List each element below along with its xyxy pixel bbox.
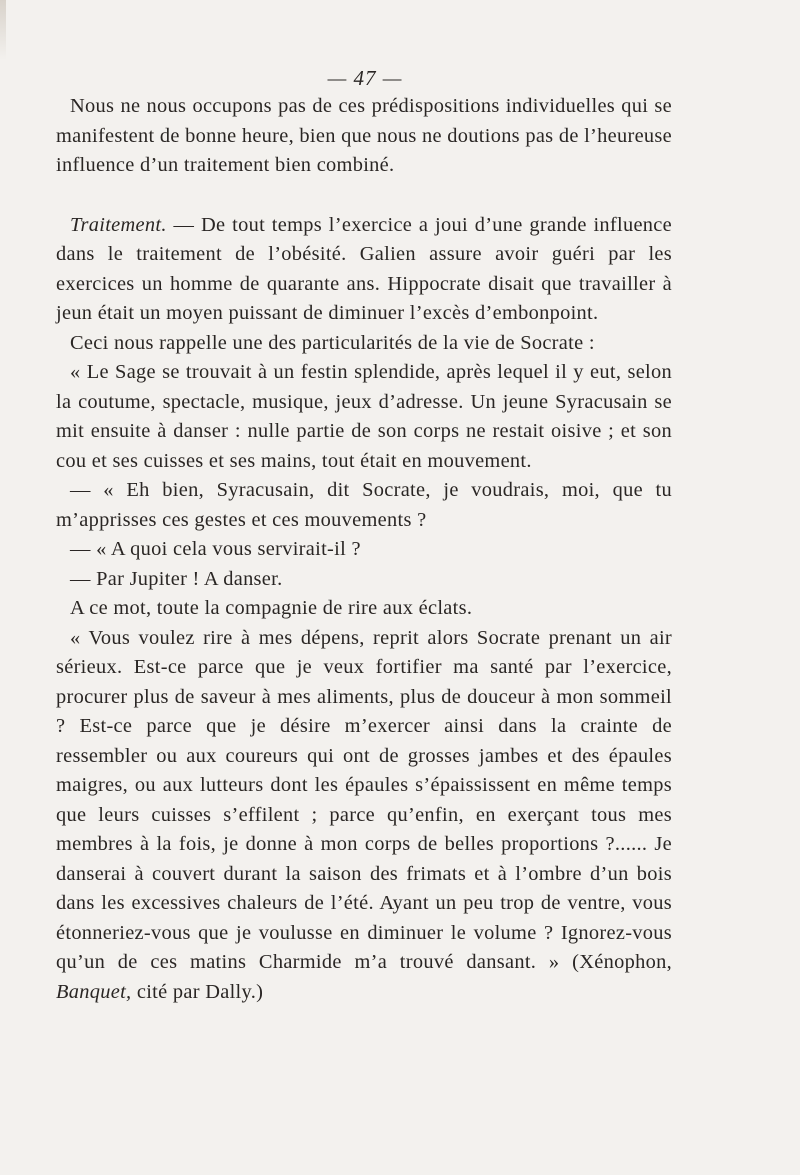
body-text [56, 92, 672, 1007]
dialogue-line-1: — « Eh bien, Syracusain, dit Socrate, je voudrais, moi, que tu m’apprisses ces gestes et ces mouvements ? [56, 479, 672, 531]
page-number: — 47 — [327, 66, 403, 90]
paragraph-socrate-speech [56, 624, 672, 1008]
dialogue-line-3: — Par Jupiter ! A danser. [70, 567, 283, 590]
paragraph-traitement [56, 211, 672, 329]
citation-tail: cité par Dally.) [131, 980, 264, 1003]
paragraph-traitement-text: — De tout temps l’exercice a joui d’une grande influence dans le traitement de l’obésité. Galien assure avoir guéri par les exercices un homme de quarante ans. Hippocrate disait que travailler à jeun était un moyen puissant de diminuer l’excès d’embonpoint. [56, 213, 672, 324]
paragraph-socrate-intro: Ceci nous rappelle une des particularités de la vie de Socrate : [70, 331, 595, 354]
paragraph-intro: Nous ne nous occupons pas de ces prédispositions individuelles qui se manifestent de bonne heure, bien que nous ne doutions pas de l’heureuse influence d’un traitement bien combiné. [56, 95, 672, 176]
socrate-speech-text: « Vous voulez rire à mes dépens, reprit alors Socrate prenant un air sérieux. Est-ce parce que je veux fortifier ma santé par l’exercice, procurer plus de saveur à mes aliments, plus de douceur à mon sommeil ? Est-ce parce que je désire m’exercer ainsi dans la crainte de ressembler ou aux coureurs qui ont de grosses jambes et des épaules maigres, ou aux lutteurs dont les épaules s’épaississent en même temps que leurs cuisses s’effilent ; parce qu’enfin, en exerçant tous mes membres à la fois, je donne à mon corps de belles proportions ?...... Je danserai à couvert durant la saison des frimats et à l’ombre d’un bois dans les excessives chaleurs de l’été. Ayant un peu trop de ventre, vous étonneriez-vous que je voulusse en diminuer le volume ? Ignorez-vous qu’un de ces matins Charmide m’a trouvé dansant. » (Xénophon, [56, 626, 672, 973]
book-title: Banquet, [56, 980, 132, 1003]
page-edge-shadow [0, 0, 6, 60]
section-title: Traitement. [70, 213, 167, 236]
paragraph-rire: A ce mot, toute la compagnie de rire aux éclats. [70, 597, 473, 619]
paragraph-festin: « Le Sage se trouvait à un festin splendide, après lequel il y eut, selon la coutume, spectacle, musique, jeux d’adresse. Un jeune Syracusain se mit ensuite à danser : nulle partie de son corps ne restait oisive ; et son cou et ses cuisses et ses mains, tout était en mouvement. [56, 361, 672, 472]
dialogue-line-2: — « A quoi cela vous servirait-il ? [70, 538, 361, 560]
